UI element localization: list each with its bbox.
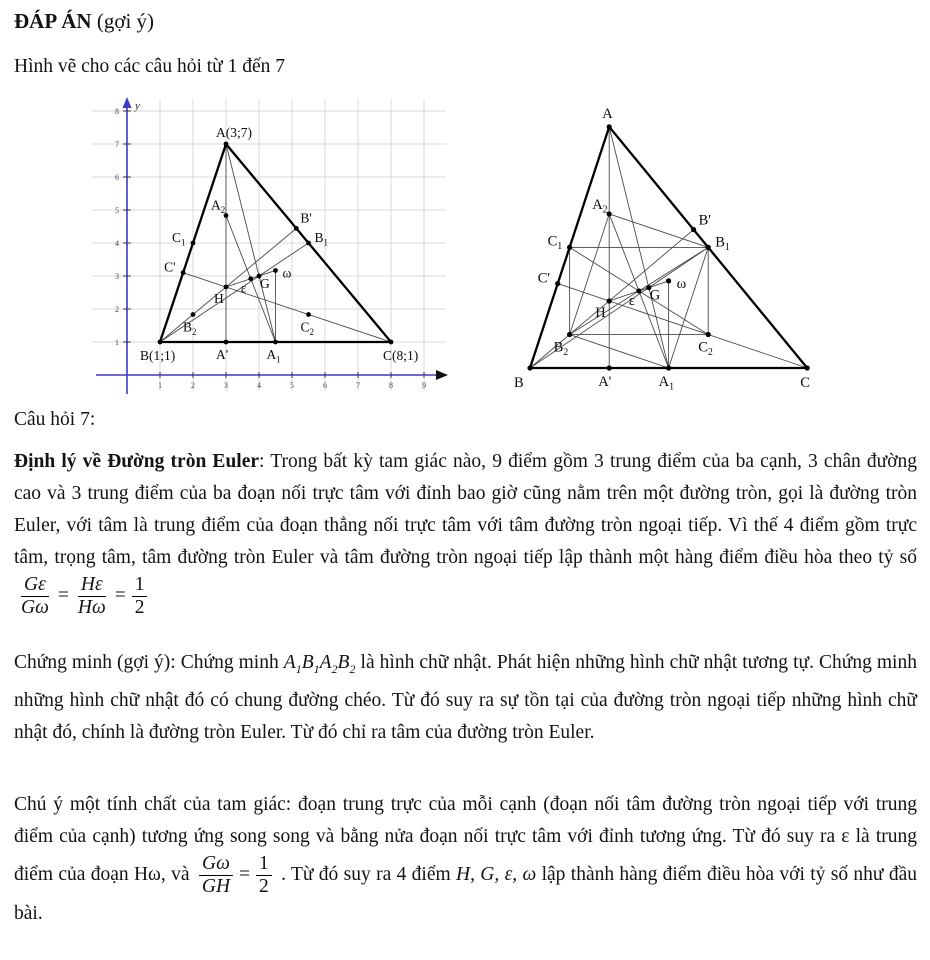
point-dot-C1	[567, 245, 572, 250]
point-label-B1: $B_1$	[314, 230, 329, 248]
y-tick-label: 6	[115, 173, 119, 182]
point-label-B2: $B_2$	[183, 319, 197, 338]
point-dot-C	[389, 340, 394, 345]
proof-suffix: là hình chữ nhật. Phát hiện những hình chữ nhật tương tự. Chứng minh những hình chữ nhật đó có chung đường chéo. Từ đó suy ra sự tồn tại của đường tròn ngoại tiếp những hình chữ nhật đó, chính là đường tròn Euler. Từ đó chỉ ra tâm của đường tròn Euler.	[14, 652, 917, 743]
theorem-label: Định lý về Đường tròn Euler	[14, 451, 260, 472]
coordinate-diagram	[90, 96, 450, 398]
y-tick-label: 2	[115, 305, 119, 314]
fraction-numerator: 1	[132, 574, 148, 597]
note-points-math: H, G, ε, ω	[456, 863, 537, 885]
fraction-numerator: Gω	[199, 853, 233, 876]
point-label-C: C(8;1)	[383, 348, 419, 363]
point-label-A1: $A_1$	[266, 347, 281, 365]
point-label-B1: $B_1$	[715, 234, 730, 253]
point-dot-Ap	[224, 340, 229, 345]
point-dot-E	[636, 288, 641, 293]
point-dot-Bp	[691, 227, 696, 232]
point-dot-A	[607, 124, 612, 129]
page-title	[14, 9, 154, 34]
point-dot-B	[527, 365, 532, 370]
point-dot-H	[607, 298, 612, 303]
equals-sign: =	[57, 584, 69, 606]
point-dot-C2	[306, 312, 311, 317]
point-dot-E	[248, 276, 253, 281]
point-label-A: A	[602, 105, 613, 122]
page-title-bold: ĐÁP ÁN	[14, 9, 92, 33]
point-dot-B2	[191, 312, 196, 317]
point-label-E: ε	[628, 292, 635, 309]
point-label-C1: $C_1$	[547, 233, 563, 252]
math-subscript: 1	[313, 661, 320, 676]
construction-line-C-Cp	[183, 273, 391, 342]
x-tick-label: 7	[356, 381, 360, 390]
note-formula	[199, 853, 272, 898]
point-label-Cp: C'	[164, 259, 176, 275]
point-label-G: G	[649, 287, 661, 304]
fraction-G-omega-GH	[199, 853, 233, 898]
point-dot-Bp	[294, 226, 299, 231]
point-dot-Ap	[607, 365, 612, 370]
point-dot-B1	[306, 241, 311, 246]
point-label-W: ω	[282, 265, 292, 281]
point-dot-A1	[273, 340, 278, 345]
math-subscript: 2	[331, 661, 338, 676]
fraction-one-half	[256, 853, 272, 898]
point-label-B: B(1;1)	[140, 348, 176, 363]
triangle-diagram	[505, 100, 835, 396]
x-axis-arrow-icon	[436, 370, 448, 380]
y-axis-label: y	[135, 100, 140, 112]
point-label-A1: $A_1$	[658, 374, 675, 393]
point-label-Bp: B'	[300, 210, 312, 226]
note-part1: Chú ý một tính chất của tam giác: đoạn trung trực của mỗi cạnh (đoạn nối tâm đường tròn ngoại tiếp với trung điểm của cạnh) tương ứng song song và bằng nửa đoạn nối trực tâm với đỉnh tương ứng. Từ đó suy ra ε là trung điểm của đoạn Hω, và	[14, 794, 917, 885]
point-label-W: ω	[676, 275, 687, 292]
point-label-C2: $C_2$	[300, 319, 315, 338]
fraction-numerator: Gε	[21, 574, 49, 597]
point-label-C2: $C_2$	[698, 339, 713, 359]
x-tick-label: 4	[257, 381, 261, 390]
point-dot-B2	[567, 332, 572, 337]
point-label-Cp: C'	[537, 270, 551, 287]
y-tick-label: 5	[115, 206, 119, 215]
y-tick-label: 7	[115, 140, 119, 149]
point-dot-W	[273, 268, 278, 273]
point-label-A2: $A_2$	[211, 197, 226, 216]
theorem-body: : Trong bất kỳ tam giác nào, 9 điểm gồm 3 trung điểm của ba cạnh, 3 chân đường cao và 3 trung điểm của ba đoạn nối trực tâm với đỉnh bao giờ cũng nằm trên một đường tròn, gọi là đường tròn Euler, với tâm là trung điểm của đoạn thẳng nối trực tâm với tâm đường tròn ngoại tiếp. Vì thế 4 điểm gồm trực tâm, trọng tâm, tâm đường tròn Euler và tâm đường tròn ngoại tiếp lập thành một hàng điểm điều hòa theo tỷ số	[14, 451, 918, 568]
point-label-E: ε	[240, 280, 247, 296]
point-label-Bp: B'	[698, 212, 711, 229]
point-dot-C2	[706, 332, 711, 337]
note-paragraph	[14, 789, 917, 930]
point-dot-Cp	[181, 270, 186, 275]
point-label-A: A(3;7)	[216, 125, 252, 140]
point-label-H: H	[214, 290, 224, 306]
point-dot-A	[224, 142, 229, 147]
point-label-B: B	[514, 375, 524, 391]
fraction-one-half	[132, 574, 148, 619]
point-dot-B	[158, 340, 163, 345]
point-dot-W	[666, 278, 671, 283]
fraction-G-epsilon-omega	[18, 574, 52, 619]
fraction-numerator: Hε	[78, 574, 106, 597]
point-dot-C	[805, 365, 810, 370]
x-tick-label: 9	[422, 381, 426, 390]
x-tick-label: 8	[389, 381, 393, 390]
theorem-paragraph	[14, 446, 917, 619]
equals-sign: =	[239, 863, 251, 885]
math-subscript: 1	[295, 661, 302, 676]
point-label-H: H	[595, 304, 606, 321]
fraction-denominator: Gω	[21, 596, 49, 618]
y-tick-label: 3	[115, 272, 119, 281]
equals-sign: =	[114, 584, 126, 606]
point-dot-B1	[706, 245, 711, 250]
x-tick-label: 6	[323, 381, 327, 390]
point-label-C: C	[800, 375, 810, 391]
x-tick-label: 2	[191, 381, 195, 390]
fraction-denominator: Hω	[77, 596, 106, 618]
fraction-H-epsilon-omega	[75, 574, 109, 619]
point-label-C1: $C_1$	[172, 230, 186, 248]
point-label-Ap: A'	[598, 374, 612, 390]
point-label-G: G	[260, 276, 270, 291]
point-label-Ap: A'	[216, 347, 229, 362]
construction-line-B2-A1	[570, 335, 669, 368]
proof-prefix: Chứng minh (gợi ý): Chứng minh	[14, 652, 284, 673]
question-heading: Câu hỏi 7:	[14, 409, 96, 430]
note-part3: lập thành hàng điểm điều hòa với tỷ số như đầu bài.	[14, 863, 917, 924]
point-label-B2: $B_2$	[553, 339, 569, 359]
point-dot-C1	[191, 241, 196, 246]
math-subscript: 2	[349, 661, 356, 676]
y-tick-label: 8	[115, 107, 119, 116]
page-title-rest: (gợi ý)	[91, 9, 155, 33]
note-part2: . Từ đó suy ra 4 điểm	[275, 863, 456, 885]
x-tick-label: 1	[158, 381, 162, 390]
fraction-denominator: 2	[134, 596, 145, 618]
x-tick-label: 3	[224, 381, 228, 390]
proof-rect-math: $A_1B_1A_2B_2$	[283, 652, 356, 676]
fraction-denominator: GH	[201, 875, 231, 897]
figure-caption: Hình vẽ cho các câu hỏi từ 1 đến 7	[14, 56, 286, 77]
y-axis-arrow-icon	[123, 97, 132, 108]
theorem-formula	[18, 574, 147, 619]
fraction-denominator: 2	[259, 875, 269, 897]
y-tick-label: 1	[115, 338, 119, 347]
point-dot-Cp	[555, 281, 560, 286]
point-dot-H	[224, 285, 229, 290]
point-label-A2: $A_2$	[592, 196, 608, 216]
y-tick-label: 4	[115, 239, 119, 248]
point-dot-A1	[666, 365, 671, 370]
fraction-numerator: 1	[256, 853, 272, 876]
proof-paragraph	[14, 647, 917, 749]
x-tick-label: 5	[290, 381, 294, 390]
